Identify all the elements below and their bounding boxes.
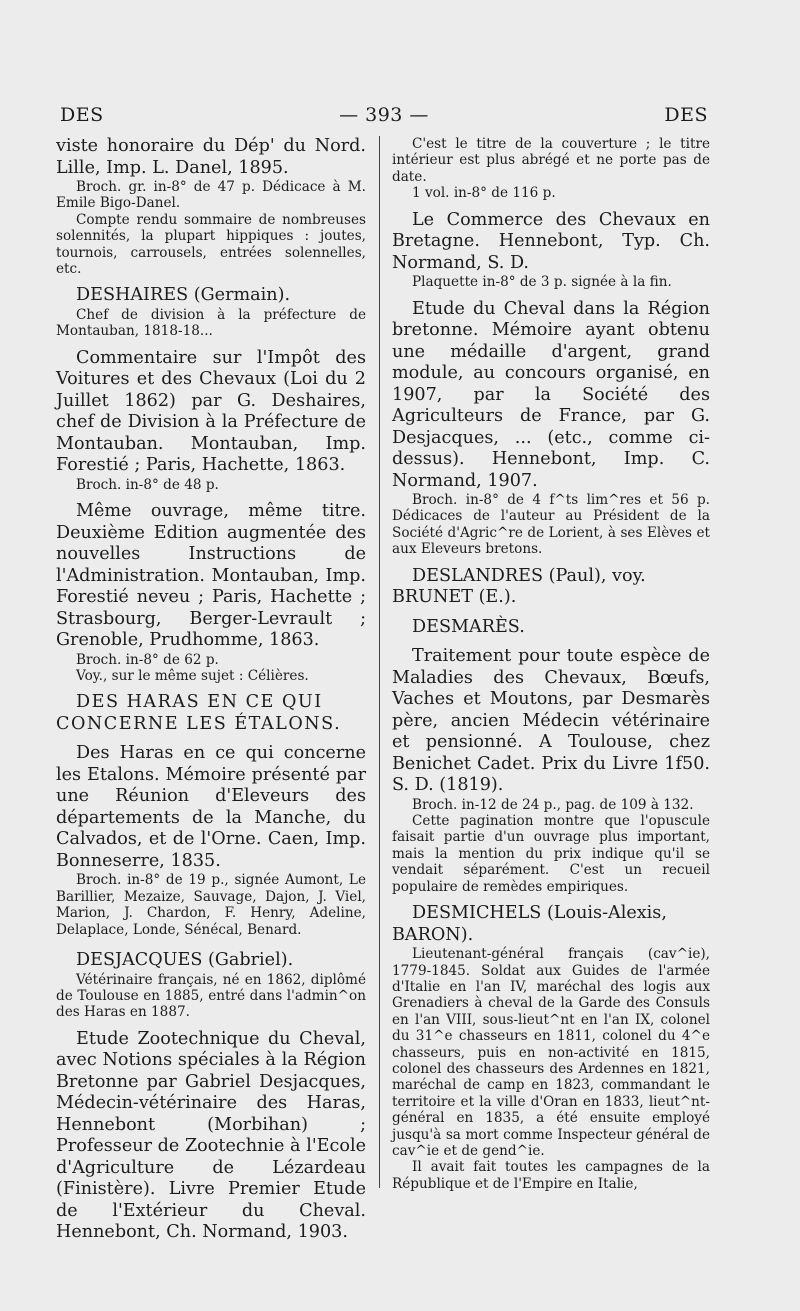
book-title: Même ouvrage, même titre. Deuxième Edition augmentée des nouvelles Instructions de l'Administration. Montauban, Imp. Forestié neveu ; Paris, Hachette ; Strasbourg, Berger-Levrault ; Grenoble, Prudhomme, 1863. [56, 501, 366, 651]
book-title: Commentaire sur l'Impôt des Voitures et des Chevaux (Loi du 2 Juillet 1862) par G. Deshaires, chef de Division à la Préfecture de Montauban. Montauban, Imp. Forestié ; Paris, Hachette, 1863. [56, 347, 366, 476]
entry-text: viste honoraire du Dép' du Nord. Lille, Imp. L. Danel, 1895. [56, 136, 366, 178]
header-right: DES [664, 104, 708, 126]
author-heading: DESJACQUES (Gabriel). [76, 950, 294, 971]
author-heading: DESMICHELS (Louis-Alexis, BARON). [392, 903, 667, 945]
entry-note: Compte rendu sommaire de nombreuses solennités, la plupart hippiques : joutes, tournois, carrousels, entrées solennelles, etc. [56, 211, 366, 278]
left-column [56, 136, 366, 1244]
anonymous-heading: DES HARAS EN CE QUI CONCERNE LES ÉTALONS. [56, 692, 342, 734]
book-title: Etude du Cheval dans la Région bretonne. Mémoire ayant obtenu une médaille d'argent, grand module, au concours organisé, en 1907, par la Société des Agriculteurs de France, par G. Desjacques, ... (etc., comme ci-dessus). Hennebont, Imp. C. Normand, 1907. [392, 298, 710, 491]
entry-note: C'est le titre de la couverture ; le titre intérieur est plus abrégé et ne porte pas de date. [392, 136, 710, 185]
entry-note: Broch. in-8° de 48 p. [76, 476, 219, 493]
entry-note: Broch. in-8° de 4 f^ts lim^res et 56 p. Dédicaces de l'auteur au Président de la Société d'Agric^re de Lorient, à ses Elèves et aux Eleveurs bretons. [392, 492, 710, 558]
page-number: — 393 — [339, 104, 429, 126]
book-title: Traitement pour toute espèce de Maladies des Chevaux, Bœufs, Vaches et Moutons, par Desmarès père, ancien Médecin vétérinaire et pensionné. A Toulouse, chez Benichet Cadet. Prix du Livre 1f50. S. D. (1819). [392, 646, 710, 796]
author-bio: Lieutenant-général français (cav^ie), 1779-1845. Soldat aux Guides de l'armée d'Italie en l'an IV, maréchal des logis aux Grenadiers à cheval de la Garde des Consuls en l'an VIII, sous-lieut^nt en l'an IX, colonel du 31^e chasseurs en 1811, colonel du 4^e chasseurs, puis en non-activité en 1815, colonel des chasseurs des Ardennes en 1821, maréchal de camp en 1823, commandant le territoire et la ville d'Oran en 1833, lieut^nt-général en 1835, a été ensuite employé jusqu'à sa mort comme Inspecteur général de cav^ie et de gend^ie. [392, 946, 710, 1159]
book-title: Le Commerce des Chevaux en Bretagne. Hennebont, Typ. Ch. Normand, S. D. [392, 209, 710, 273]
entry-note: 1 vol. in-8° de 116 p. [412, 185, 556, 202]
running-header [60, 104, 708, 126]
entry-note: Cette pagination montre que l'opuscule faisait partie d'un ouvrage plus important, mais la mention du prix indique qu'il se vendait séparément. C'est un recueil populaire de remèdes empiriques. [392, 813, 710, 895]
entry-note: Broch. in-8° de 19 p., signée Aumont, Le Barillier, Mezaize, Sauvage, Dajon, J. Viel, Marion, J. Chardon, F. Henry, Adeline, Delaplace, Londe, Sénécal, Benard. [56, 872, 366, 938]
author-heading: DESHAIRES (Germain). [76, 285, 291, 306]
book-title: Etude Zootechnique du Cheval, avec Notions spéciales à la Région Bretonne par Gabriel Desjacques, Médecin-vétérinaire des Haras, Hennebont (Morbihan) ; Professeur de Zootechnie à l'Ecole d'Agriculture de Lézardeau (Finistère). Livre Premier Etude de l'Extérieur du Cheval. Hennebont, Ch. Normand, 1903. [56, 1028, 366, 1243]
entry-note: Broch. in-12 de 24 p., pag. de 109 à 132. [412, 796, 694, 813]
author-heading: DESMARÈS. [412, 616, 525, 637]
entry-note: Broch. gr. in-8° de 47 p. Dédicace à M. Emile Bigo-Danel. [56, 179, 366, 212]
header-left: DES [60, 104, 104, 126]
author-bio: Chef de division à la préfecture de Montauban, 1818-18... [56, 306, 366, 340]
entry-note: Broch. in-8° de 62 p. [76, 651, 219, 668]
right-column [392, 136, 710, 1192]
cross-reference-heading: DESLANDRES (Paul), voy. BRUNET (E.). [392, 565, 646, 608]
column-divider [379, 136, 380, 1188]
entry-note: Voy., sur le même sujet : Célières. [76, 668, 309, 685]
author-bio: Vétérinaire français, né en 1862, diplômé de Toulouse en 1885, entré dans l'admin^on des Haras en 1887. [56, 971, 366, 1021]
author-bio: Il avait fait toutes les campagnes de la République et de l'Empire en Italie, [392, 1159, 710, 1192]
entry-note: Plaquette in-8° de 3 p. signée à la fin. [412, 274, 672, 291]
book-title: Des Haras en ce qui concerne les Etalons. Mémoire présenté par une Réunion d'Eleveurs des départements de la Manche, du Calvados, et de l'Orne. Caen, Imp. Bonneserre, 1835. [56, 743, 366, 871]
